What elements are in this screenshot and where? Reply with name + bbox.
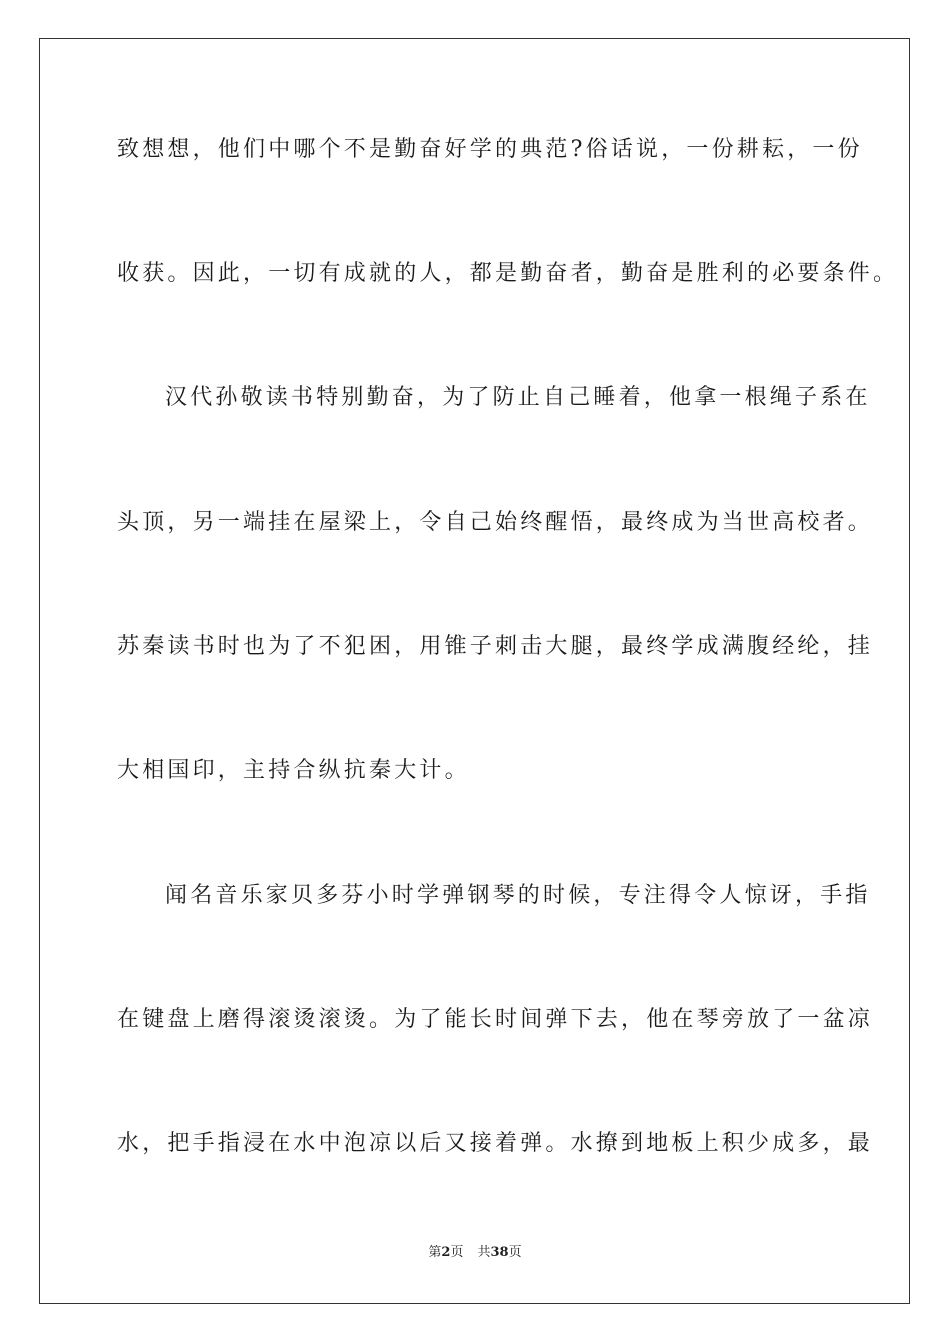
footer-total-suffix: 页 [508, 1245, 522, 1260]
footer-page-prefix: 第 [428, 1245, 442, 1260]
body-line-9: 水，把手指浸在水中泡凉以后又接着弹。水撩到地板上积少成多，最 [117, 1131, 874, 1156]
body-line-6: 大相国印，主持合纵抗秦大计。 [117, 758, 470, 783]
footer-total-prefix: 共 [477, 1245, 491, 1260]
body-line-2: 收获。因此，一切有成就的人，都是勤奋者，勤奋是胜利的必要条件。 [117, 261, 899, 286]
page-border [39, 38, 910, 1304]
body-line-7: 闻名音乐家贝多芬小时学弹钢琴的时候，专注得令人惊讶，手指 [165, 883, 871, 908]
body-line-3: 汉代孙敬读书特别勤奋，为了防止自己睡着，他拿一根绳子系在 [165, 385, 871, 410]
body-line-4: 头顶，另一端挂在屋梁上，令自己始终醒悟，最终成为当世高校者。 [117, 510, 874, 535]
footer-total-number: 38 [490, 1245, 509, 1260]
footer-page-number: 2 [441, 1245, 451, 1260]
body-line-1: 致想想，他们中哪个不是勤奋好学的典范?俗话说，一份耕耘，一份 [117, 137, 863, 162]
footer-page-suffix: 页 [450, 1245, 464, 1260]
page-footer [0, 1244, 950, 1262]
body-line-8: 在键盘上磨得滚烫滚烫。为了能长时间弹下去，他在琴旁放了一盆凉 [117, 1007, 874, 1032]
body-line-5: 苏秦读书时也为了不犯困，用锥子刺击大腿，最终学成满腹经纶，挂 [117, 634, 874, 659]
